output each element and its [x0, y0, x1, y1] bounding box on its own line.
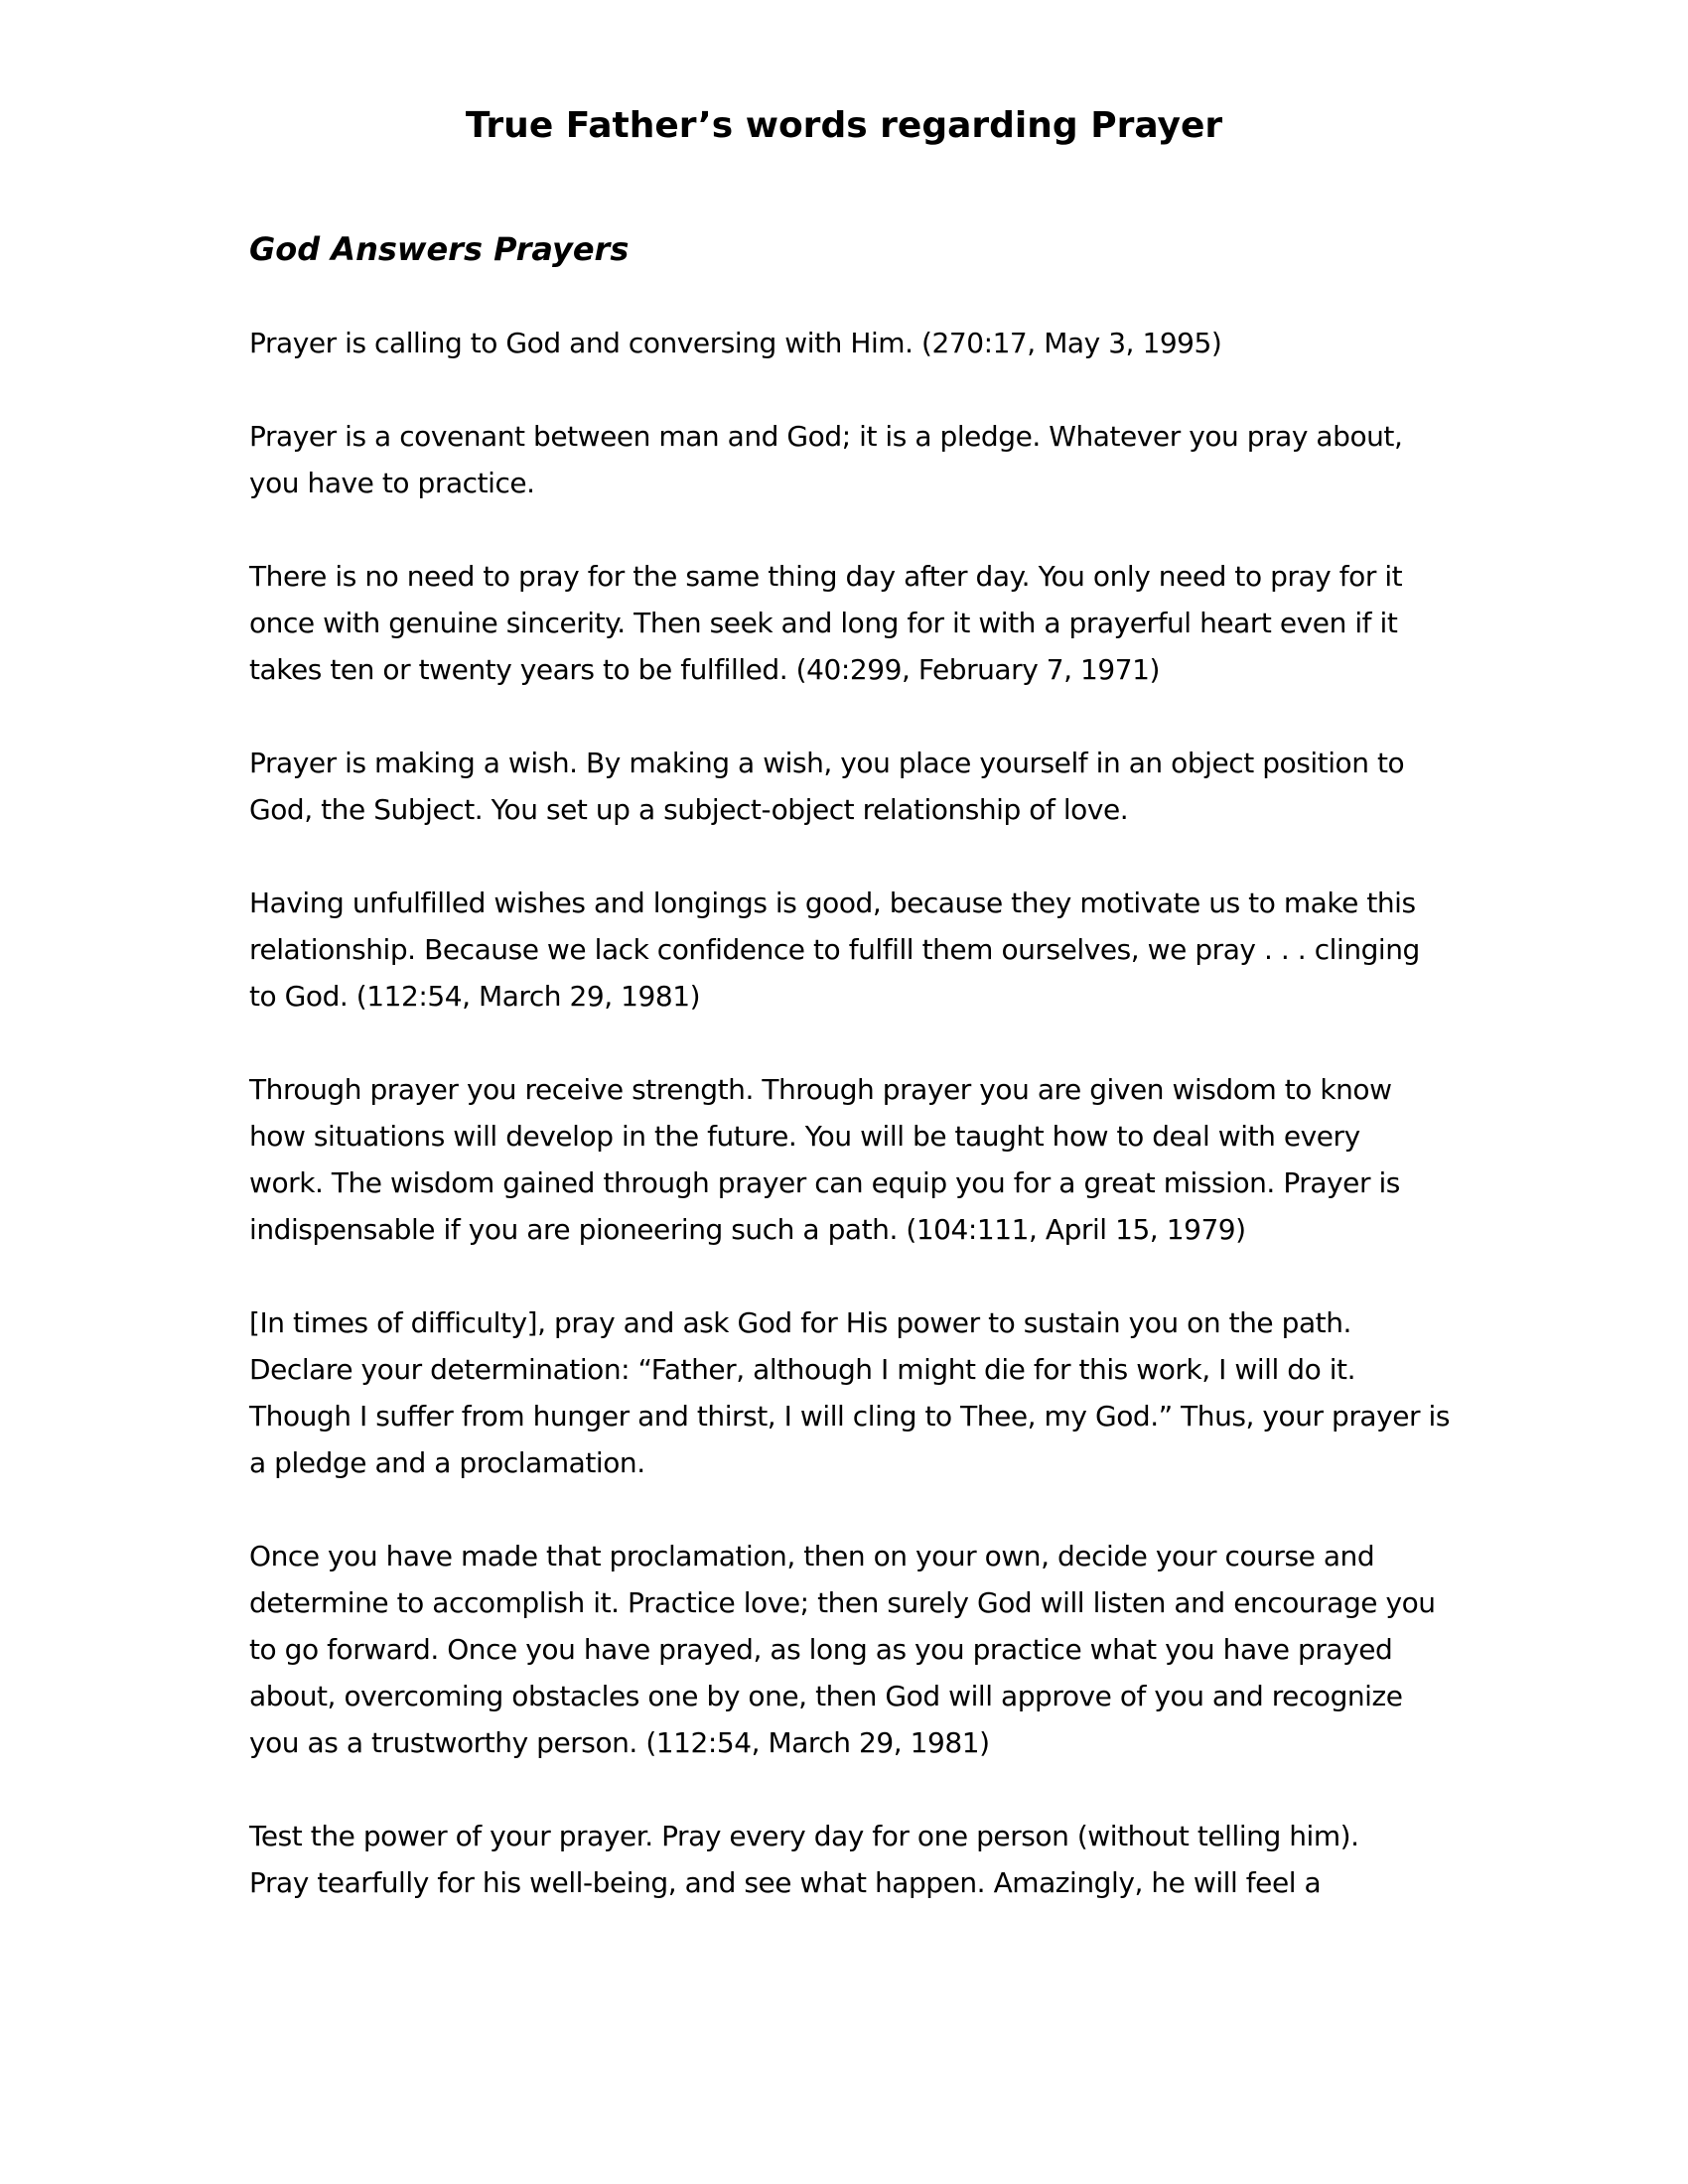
paragraph [249, 413, 1441, 506]
paragraph [249, 320, 1441, 366]
text-line: Prayer is making a wish. By making a wish, you place yourself in an object position to [249, 747, 1405, 779]
text-line: takes ten or twenty years to be fulfilled. (40:299, February 7, 1971) [249, 653, 1160, 686]
paragraph [249, 553, 1441, 693]
text-line: you as a trustworthy person. (112:54, March 29, 1981) [249, 1726, 990, 1759]
text-line: Test the power of your prayer. Pray every day for one person (without telling him). [249, 1820, 1359, 1852]
text-line: There is no need to pray for the same thing day after day. You only need to pray for it [249, 560, 1403, 593]
text-line: you have to practice. [249, 467, 535, 499]
text-line: work. The wisdom gained through prayer can equip you for a great mission. Prayer is [249, 1166, 1400, 1199]
text-line: Through prayer you receive strength. Through prayer you are given wisdom to know [249, 1073, 1392, 1106]
text-line: to God. (112:54, March 29, 1981) [249, 980, 701, 1013]
text-line: Though I suffer from hunger and thirst, I will cling to Thee, my God.” Thus, your prayer is [249, 1400, 1451, 1433]
text-line: God, the Subject. You set up a subject-object relationship of love. [249, 793, 1129, 826]
text-line: Declare your determination: “Father, although I might die for this work, I will do it. [249, 1353, 1356, 1386]
text-line: Prayer is calling to God and conversing with Him. (270:17, May 3, 1995) [249, 327, 1222, 359]
paragraph [249, 1533, 1441, 1766]
text-line: a pledge and a proclamation. [249, 1446, 645, 1479]
page-title: True Father’s words regarding Prayer [465, 105, 1223, 146]
paragraph [249, 1066, 1441, 1253]
text-line: Pray tearfully for his well-being, and see what happen. Amazingly, he will feel a [249, 1866, 1322, 1899]
paragraph [249, 880, 1441, 1020]
text-line: indispensable if you are pioneering such a path. (104:111, April 15, 1979) [249, 1213, 1246, 1246]
text-line: to go forward. Once you have prayed, as long as you practice what you have prayed [249, 1633, 1393, 1666]
text-line: once with genuine sincerity. Then seek and long for it with a prayerful heart even if it [249, 607, 1398, 639]
paragraph [249, 1299, 1451, 1486]
text-line: Having unfulfilled wishes and longings is good, because they motivate us to make this [249, 887, 1416, 919]
document-body [249, 228, 1451, 1953]
text-line: how situations will develop in the future. You will be taught how to deal with every [249, 1120, 1360, 1153]
text-line: Once you have made that proclamation, then on your own, decide your course and [249, 1540, 1375, 1572]
text-line: Prayer is a covenant between man and God; it is a pledge. Whatever you pray about, [249, 420, 1403, 453]
paragraph [249, 740, 1441, 833]
text-line: [In times of difficulty], pray and ask God for His power to sustain you on the path. [249, 1306, 1351, 1339]
text-line: determine to accomplish it. Practice love; then surely God will listen and encourage you [249, 1586, 1436, 1619]
section-heading: God Answers Prayers [249, 230, 630, 268]
text-line: relationship. Because we lack confidence to fulfill them ourselves, we pray . . . clinging [249, 933, 1420, 966]
paragraph [249, 1813, 1441, 1906]
text-line: about, overcoming obstacles one by one, then God will approve of you and recognize [249, 1680, 1403, 1712]
